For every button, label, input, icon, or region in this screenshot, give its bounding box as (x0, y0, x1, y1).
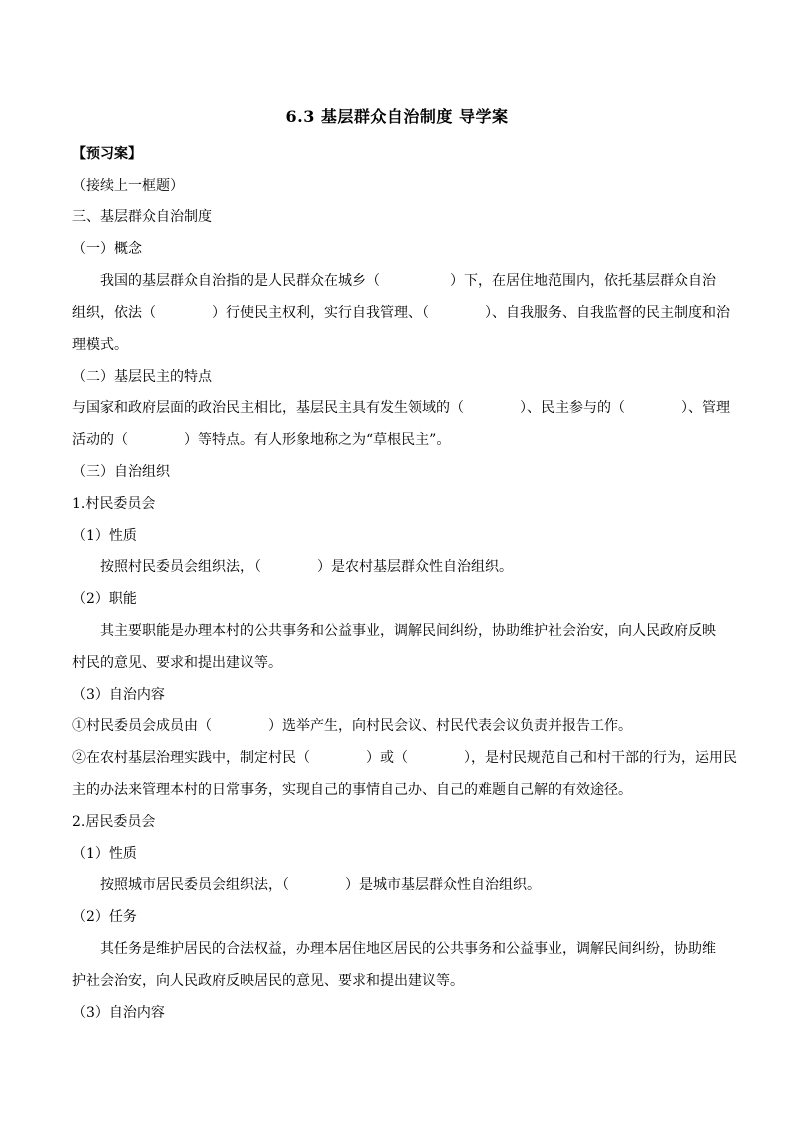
paragraph-line: 按照城市居民委员会组织法，（ ）是城市基层群众性自治组织。 (100, 877, 541, 893)
paragraph-line: 与国家和政府层面的政治民主相比，基层民主具有发生领域的（ ）、民主参与的（ ）、管理 (72, 400, 730, 416)
paragraph-line: 组织，依法（ ）行使民主权利，实行自我管理、（ ）、自我服务、自我监督的民主制度和治 (72, 305, 730, 321)
paragraph-line: 村民的意见、要求和提出建议等。 (72, 655, 282, 671)
subheading: 2.居民委员会 (72, 814, 156, 830)
subheading: （3）自治内容 (72, 687, 165, 703)
section-header-preview: 【预习案】 (72, 146, 142, 162)
subheading: （1）性质 (72, 528, 137, 544)
paragraph-line: 护社会治安，向人民政府反映居民的意见、要求和提出建议等。 (72, 973, 464, 989)
subheading: （3）自治内容 (72, 1005, 165, 1021)
paragraph-line: ②在农村基层治理实践中，制定村民（ ）或（ ），是村民规范自己和村干部的行为，运用民 (72, 750, 737, 766)
subheading: （2）任务 (72, 909, 137, 925)
page-title: 6.3 基层群众自治制度 导学案 (285, 107, 509, 126)
paragraph-line: 活动的（ ）等特点。有人形象地称之为“草根民主”。 (72, 432, 451, 448)
subheading: （1）性质 (72, 846, 137, 862)
paragraph-line: 主的办法来管理本村的日常事务，实现自己的事情自己办、自己的难题自己解的有效途径。 (72, 782, 632, 798)
subheading: （2）职能 (72, 591, 137, 607)
section-heading: 三、基层群众自治制度 (72, 209, 212, 225)
paragraph-line: 理模式。 (72, 337, 128, 353)
subheading: （二）基层民主的特点 (72, 369, 212, 385)
paragraph-line: 其任务是维护居民的合法权益，办理本居住地区居民的公共事务和公益事业，调解民间纠纷，协助维 (100, 941, 716, 957)
paragraph-line: 按照村民委员会组织法，（ ）是农村基层群众性自治组织。 (100, 559, 513, 575)
paragraph-line: ①村民委员会成员由（ ）选举产生，向村民会议、村民代表会议负责并报告工作。 (72, 718, 632, 734)
text-line: （接续上一框题） (72, 178, 184, 194)
paragraph-line: 其主要职能是办理本村的公共事务和公益事业，调解民间纠纷，协助维护社会治安，向人民政府反映 (100, 623, 716, 639)
subheading: （一）概念 (72, 241, 142, 257)
subheading: （三）自治组织 (72, 464, 170, 480)
paragraph-line: 我国的基层群众自治指的是人民群众在城乡（ ）下，在居住地范围内，依托基层群众自治 (100, 273, 716, 289)
subheading: 1.村民委员会 (72, 496, 156, 512)
